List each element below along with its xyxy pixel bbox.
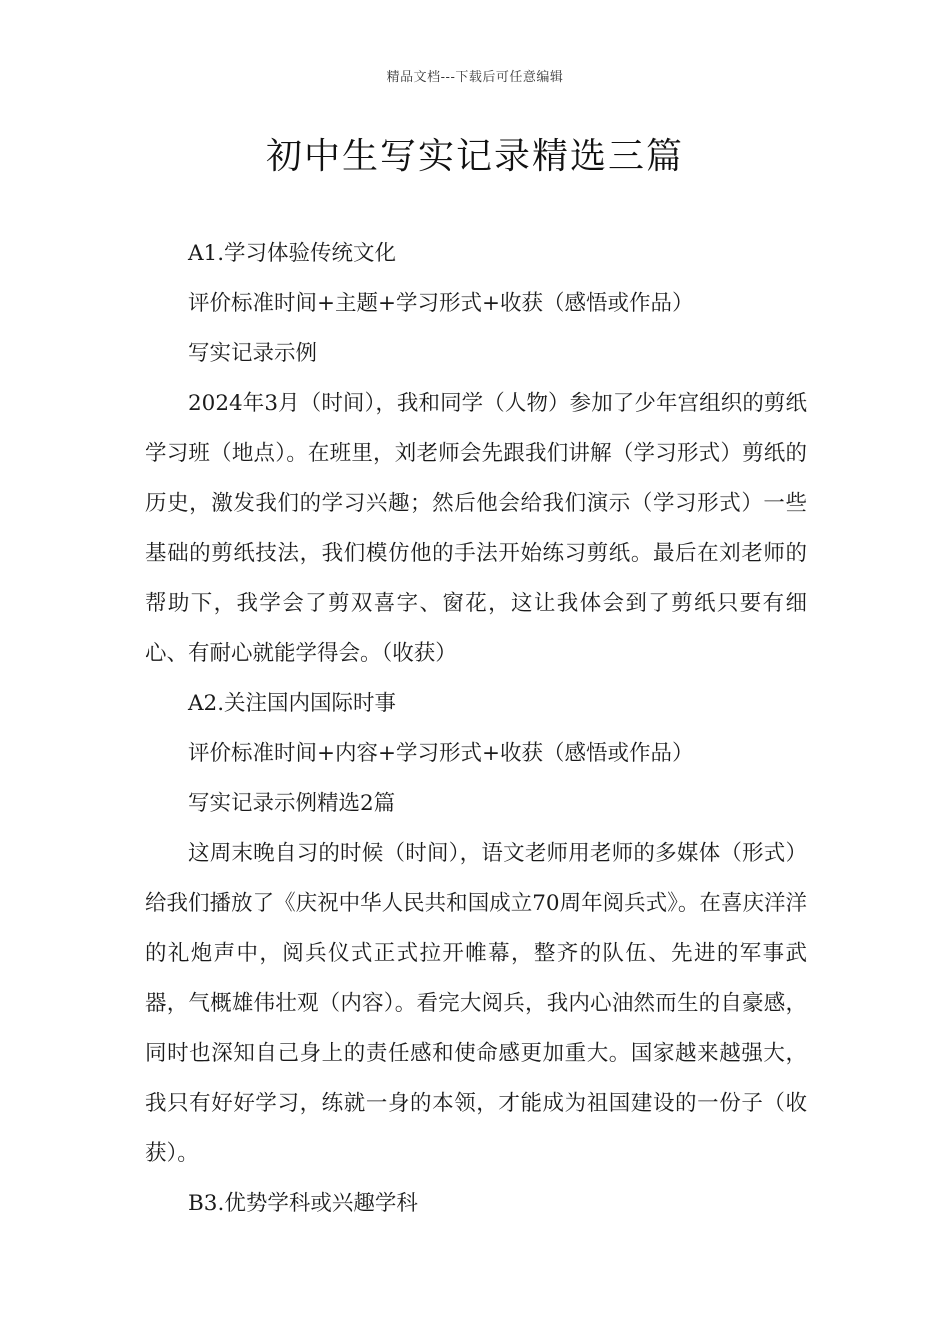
body-paragraph: 2024年3月（时间），我和同学（人物）参加了少年宫组织的剪纸学习班（地点）。在班里，刘老师会先跟我们讲解（学习形式）剪纸的历史，激发我们的学习兴趣；然后他会给我们演示（学习形式）一些基础的剪纸技法，我们模仿他的手法开始练习剪纸。最后在刘老师的帮助下，我学会了剪双喜字、窗花，这让我体会到了剪纸只要有细心、有耐心就能学得会。（收获） (145, 391, 807, 666)
section-heading-a1: A1.学习体验传统文化 (188, 241, 397, 266)
example-label: 写实记录示例 (188, 341, 318, 366)
criteria-line: 评价标准时间+主题+学习形式+收获（感悟或作品） (188, 291, 694, 316)
criteria-line: 评价标准时间+内容+学习形式+收获（感悟或作品） (188, 741, 694, 766)
section-heading-a2: A2.关注国内国际时事 (188, 691, 397, 716)
body-paragraph: 这周末晚自习的时候（时间），语文老师用老师的多媒体（形式）给我们播放了《庆祝中华人民共和国成立70周年阅兵式》。在喜庆洋洋的礼炮声中，阅兵仪式正式拉开帷幕，整齐的队伍、先进的军事武器，气概雄伟壮观（内容）。看完大阅兵，我内心油然而生的自豪感，同时也深知自己身上的责任感和使命感更加重大。国家越来越强大，我只有好好学习，练就一身的本领，才能成为祖国建设的一份子（收获）。 (145, 841, 807, 1166)
example-label: 写实记录示例精选2篇 (188, 791, 396, 816)
document-title: 初中生写实记录精选三篇 (265, 136, 684, 177)
section-heading-b3: B3.优势学科或兴趣学科 (188, 1191, 418, 1216)
document-body (145, 229, 807, 1229)
header-note: 精品文档---下载后可任意编辑 (386, 70, 564, 85)
